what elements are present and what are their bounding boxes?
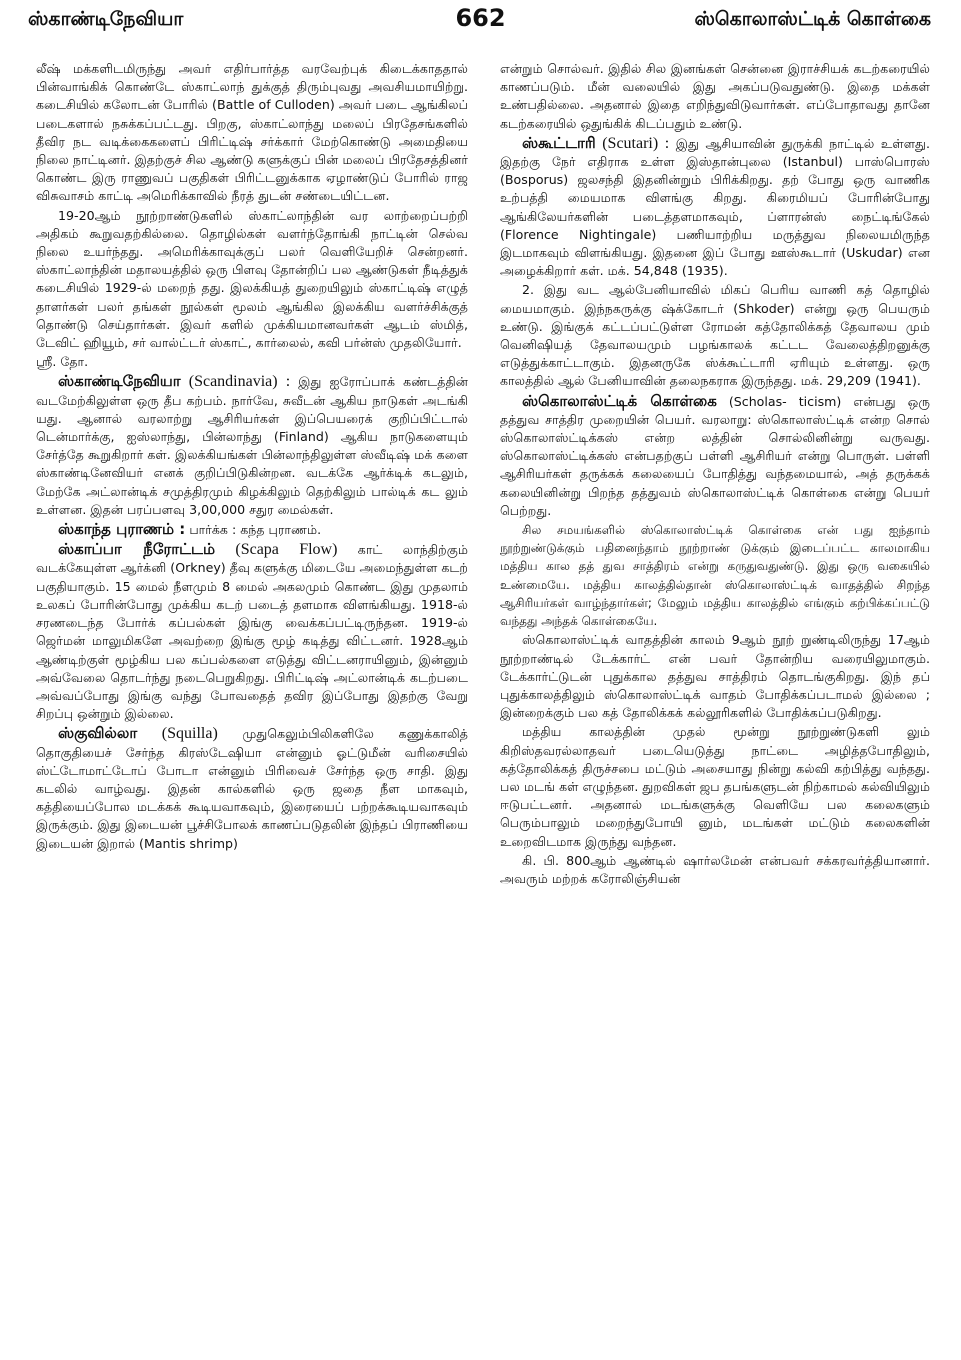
running-head-left: ஸ்காண்டிநேவியா bbox=[28, 8, 184, 30]
entry-text: பார்க்க : கந்த புராணம். bbox=[189, 522, 322, 538]
entry-text: இது ஐரோப்பாக் கண்டத்தின் வடமேற்கிலுள்ள ஒரு தீப கற்பம். நார்வே, சுவீடன் ஆகிய நாடுகள் அடங்கி யது. ஆனால் வரலாற்று ஆசிரியர்கள் இப்பெயரைக் குறிப்பிட்டால் டென்மார்க்கு, ஐஸ்லாந்து, பின்லாந்து (Finland) ஆகிய நாடுகளையும் சேர்த்தே கூறுகிறார் கள். இலக்கியங்கள் பின்லாந்திலுள்ள ஸ்வீடிஷ் மக் களை ஸ்காண்டினேவியர் எனக் குறிப்பிடுகின்றன. வடக்கே ஆர்க்டிக் கடலும், மேற்கே அட்லான்டிக் சமுத்திரமும் கிழக்கிலும் தெற்கிலும் பால்டிக் கட லும் உள்ளன. இதன் பரப்பளவு 3,00,000 சதுர மைல்கள். bbox=[36, 374, 469, 517]
entry-heading: ஸ்காண்டிநேவியா bbox=[58, 372, 181, 391]
author-initials: ஸ்ரீ. தோ. bbox=[36, 354, 89, 370]
entry-heading: ஸ்காப்பா நீரோட்டம் bbox=[58, 540, 216, 559]
entry-scandinavia bbox=[36, 372, 468, 519]
page-number: 662 bbox=[455, 4, 506, 32]
entry-heading: ஸ்கூட்டாரி bbox=[522, 133, 596, 152]
entry-latin: (Scutari) : bbox=[602, 134, 670, 152]
entry-squilla bbox=[36, 724, 468, 852]
entry-heading: ஸ்காந்த புராணம் : bbox=[58, 520, 186, 539]
paragraph: 2. இது வட ஆல்பேனியாவில் மிகப் பெரிய வாணி கத் தொழில் மையமாகும். இந்நகருக்கு ஷ்க்கோடர் (Shkoder) என்று ஒரு பெயரும் உண்டு. இங்குக் கட்டப்பட்டுள்ள ரோமன் கத்தோலிக்கத் தேவாலய மும் வெனிஷியத் தேவாலயமும் பழங்காலக் கட்டட வேலைத்திறனுக்கு எடுத்துக்காட்டாகும். இதனருகே ஸ்க்கூட்டாரி ஏரியும் உள்ளது. ஒரு காலத்தில் ஆல் பேனியாவின் தலைநகராக இருந்தது. மக். 29,209 (1941). bbox=[500, 282, 930, 389]
entry-text: முதுகெலும்பிலிகளிலே கணுக்காலித் தொகுதியைச் சேர்ந்த கிரஸ்டேஷியா என்னும் ஓட்டுமீன் வரிசையில் ஸ்ட்டோமாட்டோப் போடா என்னும் பிரிவைச் சேர்ந்த ஒரு சாதி. இது கடலில் வாழ்வது. இதன் கால்களில் ஒரு ஜதை நீள மாகவும், கத்தியைப்போல மடக்கக் கூடியவாகவும், இரையைப் பற்றக்கூடியவாகவும் இருக்கும். இது இடையன் பூச்சிபோலக் காணப்படுதலின் இந்தப் பிராணியை இடையன் இறால் (Mantis shrimp) bbox=[36, 726, 468, 851]
entry-scapa-flow bbox=[36, 540, 468, 723]
entry-heading: ஸ்குவில்லா bbox=[58, 724, 138, 743]
paragraph: சில சமயங்களில் ஸ்கொலாஸ்ட்டிக் கொள்கை என் பது ஐந்தாம் நூற்றுண்டுக்கும் பதினைந்தாம் நூற்றாண் டுக்கும் இடைப்பட்ட காலமாகிய மத்திய கால தத் துவ சாத்திரம் என்று கருதுவதுண்டு. இது ஒரு வகையில் உண்மையே. மத்திய காலத்தில்தான் ஸ்கொலாஸ்ட்டிக் வாதத்தில் சிறந்த ஆசிரியர்கள் வாழ்ந்தார்கள்; மேலும் மத்திய காலத்தில் எங்கும் கற்பிக்கப்பட்டு வந்தது அந்தக் கொள்கையே. bbox=[500, 523, 930, 629]
entry-text: காட் லாந்திற்கும் வடக்கேயுள்ள ஆர்க்னி (Orkney) தீவு களுக்கு மிடையே அமைந்துள்ள கடற் பகுதியாகும். 15 மைல் நீளமும் 8 மைல் அகலமும் கொண்ட இது முதலாம் உலகப் போரின்போது முக்கிய கடற் படைத் தளமாக விளங்கியது. 1918-ல் சரணடைந்த போர்க் கப்பல்கள் இங்கு வைக்கப்பட்டிருந்தன. 1919-ல் ஜெர்மன் மாலுமிகளே அவற்றை இங்கு மூழ் கடித்து விட்டனர். 1928ஆம் ஆண்டிற்குள் மூழ்கிய பல கப்பல்களை எடுத்து விட்டனராயினும், இன்னும் அவ்வேலை தொடர்ந்து நடைபெறுகிறது. பிரிட்டிஷ் அட்லான்டிக் கடற்படை அவ்வப்போது இங்கு வந்து போவதைத் தவிர இப்போது இதற்கு வேறு சிறப்பு ஒன்றும் இல்லை. bbox=[36, 542, 468, 722]
page-header bbox=[0, 0, 961, 44]
entry-scutari bbox=[500, 134, 930, 281]
entry-heading: ஸ்கொலாஸ்ட்டிக் கொள்கை bbox=[522, 391, 717, 410]
entry-text: (Scholas- ticism) என்பது ஒரு தத்துவ சாத்திர முறையின் பெயர். வரலாறு: ஸ்கொலாஸ்ட்டிக் என்ற சொல் ஸ்கொலாஸ்ட்டிக்கஸ் என்ற லத்தின் சொல்லினின்று வருவது. ஸ்கொலாஸ்ட்டிக்கஸ் என்பதற்குப் பள்ளி ஆசிரியர் என்று பொருள். பள்ளி ஆசிரியர்கள் தருக்கக் கலையைப் போதித்து வந்தமையால், அத் தருக்கக் கலையினின்று பிறந்த தத்துவம் ஸ்கொலாஸ்ட்டிக் கொள்கை என்று பெயர் பெற்றது. bbox=[500, 393, 930, 518]
paragraph: ஸ்கொலாஸ்ட்டிக் வாதத்தின் காலம் 9ஆம் நூற் றுண்டிலிருந்து 17ஆம் நூற்றாண்டில் டேக்கார்ட் என் பவர் தோன்றிய வரையிலுமாகும். டேக்கார்ட்டுடன் புதுக்கால தத்துவ சாத்திரம் தொடங்குகிறது. இந் தப் புதுக்காலத்திலும் ஸ்கொலாஸ்ட்டிக் வாதம் போதிக்கப்படாமல் இல்லை ; இன்றைக்கும் பல கத் தோலிக்கக் கல்லூரிகளில் போதிக்கப்படுகிறது. bbox=[500, 632, 930, 721]
entry-latin: (Squilla) bbox=[161, 725, 218, 743]
paragraph: லீஷ் மக்களிடமிருந்து அவர் எதிர்பார்த்த வரவேற்புக் கிடைக்காததால் பின்வாங்கிக் கொண்டே ஸ்காட்லாந் துக்குத் திரும்புவது அவசியமாயிற்று. கடைசியில் கலோடன் போரில் (Battle of Culloden) அவர் படை ஆங்கிலப் படைகளால் நசுக்கப்பட்டது. பிறகு, ஸ்காட்லாந்து மலைப் பிரதேசங்களில் தீவிர நட வடிக்கைகளைப் பிரிட்டிஷ் சர்க்கார் மேற்கொண்டு அமைதியை நிலை நாட்டினர். இதற்குச் சில ஆண்டு களுக்குப் பின் மலைப் பிரதேசத்தினர் கொண்ட இரு ராணுவப் பகுதிகள் பிரிட்டனுக்காக ஏழாண்டுப் போரில் ராஜ விசுவாசம் காட்டி அமெரிக்காவில் நீரத் துடன் சண்டையிட்டன. bbox=[36, 61, 468, 204]
paragraph: 19-20ஆம் நூற்றாண்டுகளில் ஸ்காட்லாந்தின் வர லாற்றைப்பற்றி அதிகம் கூறுவதற்கில்லை. தொழில்கள் வளர்ந்தோங்கி நாட்டின் செல்வ நிலை உயர்ந்தது. அமெரிக்காவுக்குப் பலர் வெளியேறிச் சென்றனர். ஸ்காட்லாந்தின் மதாலயத்தில் ஒரு பிளவு தோன்றிப் பல ஆண்டுகள் நீடித்துக் கடைசியில் 1929-ல் மறைந் தது. இலக்கியத் துறையிலும் ஸ்காட்டிஷ் எழுத் தாளர்கள் பலர் தங்கள் நூல்கள் மூலம் ஆங்கில இலக்கிய வளர்ச்சிக்குத் தொண்டு செய்தார்கள். இவர் களில் முக்கியமானவர்கள் ஆடம் ஸ்மித், டேவிட் ஹியூம், சர் வால்ட்டர் ஸ்காட், கார்லைல், கவி பர்ன்ஸ் முதலியோர். bbox=[36, 207, 468, 351]
entry-text: இது ஆசியாவின் துருக்கி நாட்டில் உள்ளது. இதற்கு நேர் எதிராக உள்ள இஸ்தான்புலை (Istanbul) பாஸ்பொரஸ் (Bosporus) ஜலசந்தி இதனின்றும் பிரிக்கிறது. தற் போது ஒரு வாணிக உற்பத்தி மையமாக விளங்கு கிறது. கிரைமியப் போரின்போது ஆங்கிலேயர்களின் படைத்தளமாகவும், ப்ளாரன்ஸ் நைட்டிங்கேல் (Florence Nightingale) பணியாற்றிய மருத்துவ நிலையமிருந்த இடமாகவும் விளங்கியது. இதனை இப் போது ஊஸ்கூடார் (Uskudar) என அழைக்கிறார் கள். மக். 54,848 (1935). bbox=[500, 135, 930, 279]
paragraph: மத்திய காலத்தின் முதல் மூன்று நூற்றுண்டுகளி லும் கிறிஸ்தவரல்லாதவர் படையெடுத்து நாட்டை அழித்தபோதிலும், கத்தோலிக்கத் திருச்சபை மட்டும் அசையாது நின்று கல்வி கற்பித்து வந்தது. பல மடங் கள் எழுந்தன. துறவிகள் ஜப தபங்களுடன் நிற்காமல் கல்வியிலும் ஈடுபட்டனர். அதனால் மடங்களுக்கு வெளியே பல கலைகளும் பெரும்பாலும் மறைந்துபோயி னும், மடங்கள் மட்டும் கலைகளின் உறைவிடமாக இருந்து வந்தன. bbox=[500, 724, 930, 849]
entry-scholasticism bbox=[500, 392, 930, 520]
entry-latin: (Scapa Flow) bbox=[235, 541, 338, 559]
left-column bbox=[36, 60, 468, 854]
paragraph: என்றும் சொல்வர். இதில் சில இனங்கள் சென்னை இராச்சியக் கடற்கரையில் காணப்படும். மீன் வலையில் இது அகப்படுவதுண்டு. இதை மக்கள் உண்பதில்லை. அதனால் இதை எறிந்துவிடுவார்கள். எப்போதாவது தானே கடற்கரையில் ஒதுங்கிக் கிடப்பதும் உண்டு. bbox=[500, 61, 930, 131]
entry-skanda bbox=[36, 520, 468, 539]
entry-latin: (Scandinavia) : bbox=[188, 373, 291, 391]
running-head-right: ஸ்கொலாஸ்ட்டிக் கொள்கை bbox=[694, 8, 931, 30]
paragraph: கி. பி. 800ஆம் ஆண்டில் ஷார்லமேன் என்பவர் சக்கரவர்த்தியானார். அவரும் மற்றக் கரோலிஞ்சியன் bbox=[500, 852, 930, 886]
right-column bbox=[500, 60, 930, 889]
